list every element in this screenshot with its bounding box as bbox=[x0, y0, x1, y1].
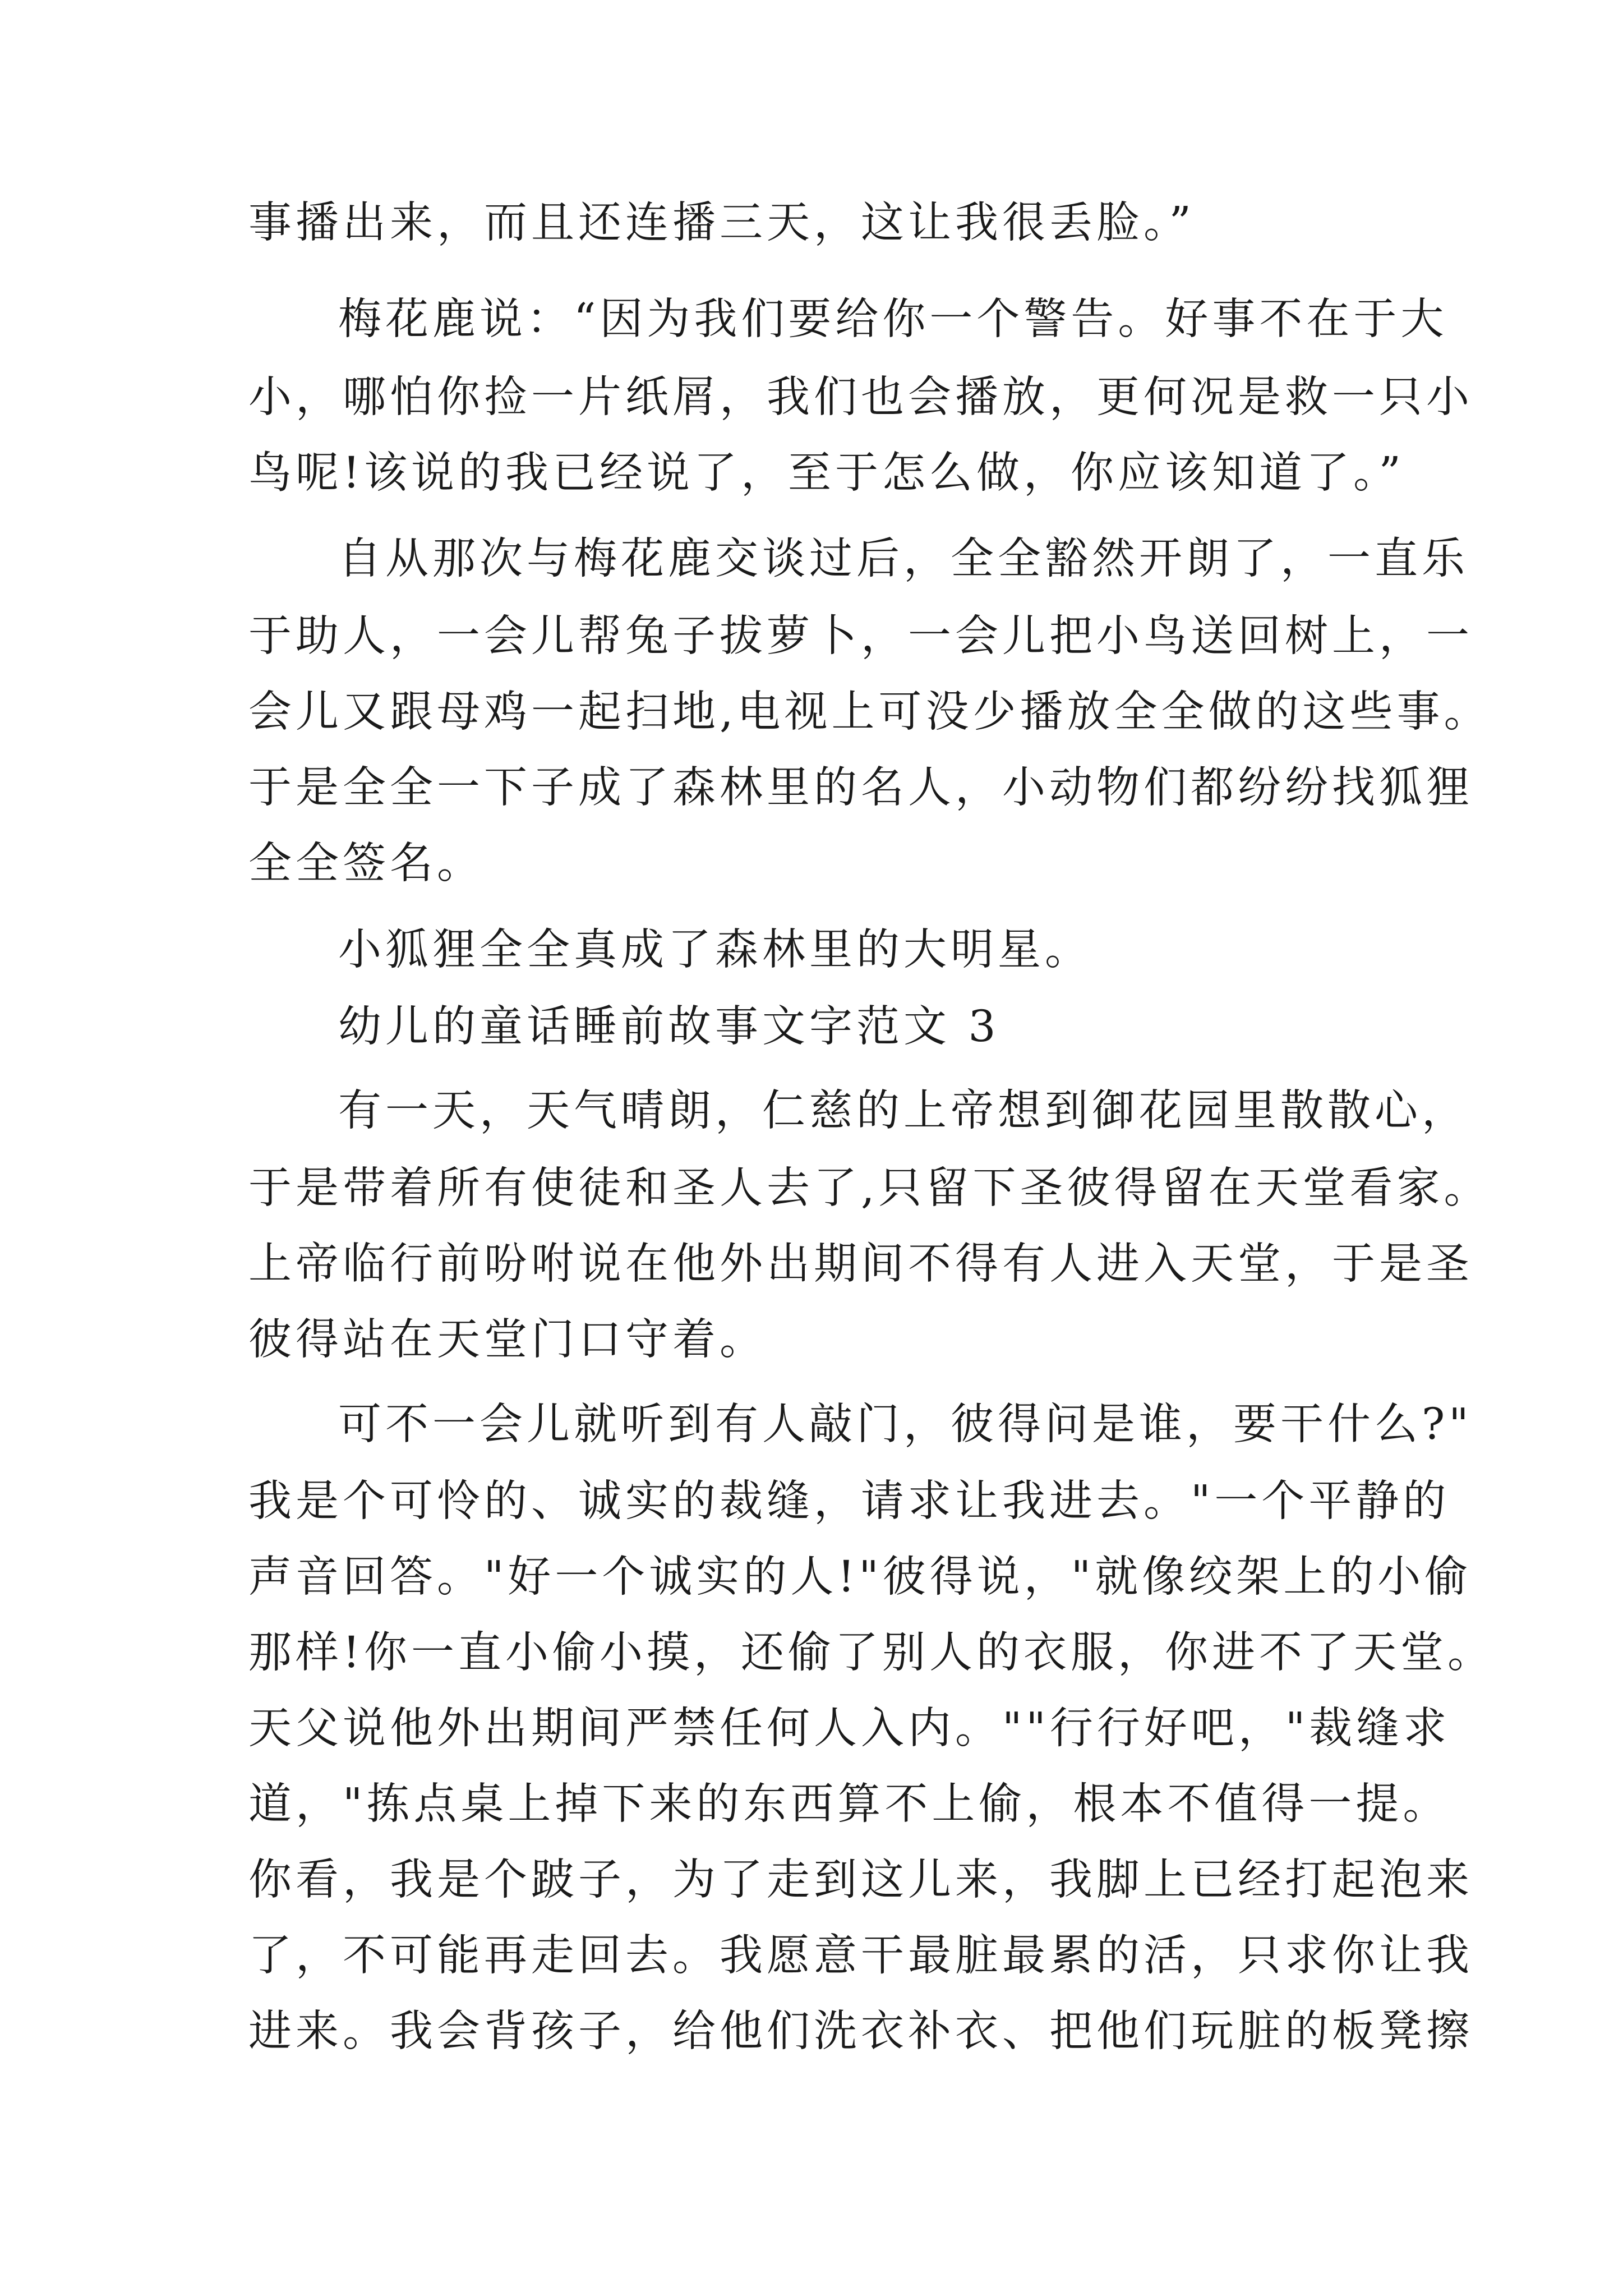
text-line: 上帝临行前吩咐说在他外出期间不得有人进入天堂，于是圣 bbox=[248, 1239, 1473, 1289]
text-line: 小，哪怕你捡一片纸屑，我们也会播放，更何况是救一只小 bbox=[248, 372, 1473, 422]
paragraph-start-line: 自从那次与梅花鹿交谈过后，全全豁然开朗了，一直乐 bbox=[338, 534, 1469, 584]
section-heading: 幼儿的童话睡前故事文字范文 3 bbox=[338, 1002, 1000, 1052]
text-line: 鸟呢!该说的我已经说了，至于怎么做，你应该知道了。” bbox=[248, 448, 1405, 498]
text-line: 天父说他外出期间严禁任何人入内。""行行好吧，"裁缝求 bbox=[248, 1704, 1451, 1754]
text-line: 会儿又跟母鸡一起扫地,电视上可没少播放全全做的这些事。 bbox=[248, 687, 1491, 737]
text-line: 于是带着所有使徒和圣人去了,只留下圣彼得留在天堂看家。 bbox=[248, 1163, 1491, 1213]
text-line: 于助人，一会儿帮兔子拔萝卜，一会儿把小鸟送回树上，一 bbox=[248, 611, 1473, 661]
paragraph-start-line: 有一天，天气晴朗，仁慈的上帝想到御花园里散散心， bbox=[338, 1086, 1469, 1136]
text-line: 进来。我会背孩子，给他们洗衣补衣、把他们玩脏的板凳擦 bbox=[248, 2007, 1473, 2056]
text-line: 道，"拣点桌上掉下来的东西算不上偷，根本不值得一提。 bbox=[248, 1779, 1450, 1829]
paragraph-start-line: 可不一会儿就听到有人敲门，彼得问是谁，要干什么?" bbox=[338, 1400, 1473, 1450]
text-line: 于是全全一下子成了森林里的名人，小动物们都纷纷找狐狸 bbox=[248, 763, 1473, 813]
paragraph-start-line: 小狐狸全全真成了森林里的大明星。 bbox=[338, 925, 1092, 975]
text-line: 我是个可怜的、诚实的裁缝，请求让我进去。"一个平静的 bbox=[248, 1476, 1450, 1526]
text-line: 声音回答。"好一个诚实的人!"彼得说，"就像绞架上的小偷 bbox=[248, 1552, 1472, 1602]
paragraph-start-line: 梅花鹿说：“因为我们要给你一个警告。好事不在于大 bbox=[338, 295, 1448, 344]
text-line: 全全签名。 bbox=[248, 839, 484, 889]
text-line: 那样!你一直小偷小摸，还偷了别人的衣服，你进不了天堂。 bbox=[248, 1628, 1495, 1678]
text-line: 彼得站在天堂门口守着。 bbox=[248, 1315, 767, 1365]
text-line: 你看，我是个跛子，为了走到这儿来，我脚上已经打起泡来 bbox=[248, 1855, 1473, 1905]
text-line: 了，不可能再走回去。我愿意干最脏最累的活，只求你让我 bbox=[248, 1931, 1473, 1981]
text-line: 事播出来，而且还连播三天，这让我很丢脸。” bbox=[248, 198, 1195, 248]
